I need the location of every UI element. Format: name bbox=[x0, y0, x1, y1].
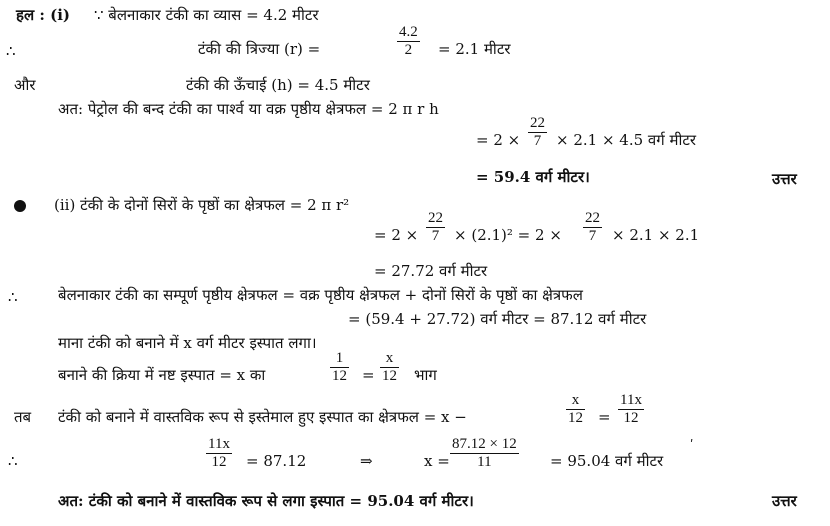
lateral-area-fraction: $\frac{22}{7}$ bbox=[530, 115, 545, 149]
used-steel-fraction-2: $\frac{11x}{12}$ bbox=[620, 392, 642, 426]
used-steel-statement: टंकी को बनाने में वास्तविक रूप से इस्तेमाल हुए इस्पात का क्षेत्रफल = x − bbox=[58, 408, 467, 426]
bullet-icon bbox=[14, 200, 26, 212]
ends-area-calc-c: × 2.1 × 2.1 bbox=[612, 226, 700, 244]
lateral-area-calc-prefix: = 2 × bbox=[476, 131, 521, 149]
waste-statement: बनाने की क्रिया में नष्ट इस्पात = x का bbox=[58, 366, 266, 384]
waste-fraction-2: $\frac{x}{12}$ bbox=[382, 350, 397, 384]
lateral-area-result: = 59.4 वर्ग मीटर। bbox=[476, 168, 590, 186]
ends-area-result: = 27.72 वर्ग मीटर bbox=[374, 262, 488, 280]
lateral-area-formula: अत: पेट्रोल की बन्द टंकी का पार्श्व या वक्र पृष्ठीय क्षेत्रफल = 2 π r h bbox=[58, 100, 439, 118]
lateral-area-calc-suffix: × 2.1 × 4.5 वर्ग मीटर bbox=[556, 131, 697, 149]
ends-area-fraction-1: $\frac{22}{7}$ bbox=[428, 210, 443, 244]
answer-label-2: उत्तर bbox=[772, 492, 797, 510]
equation-value: = 87.12 bbox=[246, 452, 307, 470]
equation-fraction-2: $\frac{87.12 \times 12}{11}$ bbox=[452, 436, 517, 470]
diameter-statement: ∵ बेलनाकार टंकी का व्यास = 4.2 मीटर bbox=[94, 6, 319, 24]
waste-fraction-1: $\frac{1}{12}$ bbox=[332, 350, 347, 384]
ends-area-fraction-2: $\frac{22}{7}$ bbox=[585, 210, 600, 244]
ends-area-calc-a: = 2 × bbox=[374, 226, 419, 244]
used-steel-fraction-1: $\frac{x}{12}$ bbox=[568, 392, 583, 426]
used-steel-equals: = bbox=[598, 408, 611, 426]
answer-label-1: उत्तर bbox=[772, 170, 797, 188]
assumption-statement: माना टंकी को बनाने में x वर्ग मीटर इस्पात लगा। bbox=[58, 334, 317, 352]
therefore-symbol: ∴ bbox=[8, 288, 18, 306]
implies-arrow: ⇒ bbox=[360, 452, 373, 470]
equation-result: = 95.04 वर्ग मीटर bbox=[550, 452, 664, 470]
therefore-symbol: ∴ bbox=[6, 42, 16, 60]
ends-area-calc-b: × (2.1)² = 2 × bbox=[454, 226, 562, 244]
waste-equals: = bbox=[362, 366, 375, 384]
ends-area-formula: (ii) टंकी के दोनों सिरों के पृष्ठों का क्षेत्रफल = 2 π r² bbox=[54, 196, 350, 214]
solution-heading: हल : (i) bbox=[16, 6, 71, 24]
height-statement: टंकी की ऊँचाई (h) = 4.5 मीटर bbox=[186, 76, 370, 94]
x-equals: x = bbox=[424, 452, 450, 470]
then-label: तब bbox=[14, 408, 32, 426]
radius-label: टंकी की त्रिज्या (r) = bbox=[198, 40, 321, 58]
and-label: और bbox=[14, 76, 36, 94]
therefore-symbol: ∴ bbox=[8, 452, 18, 470]
total-area-result: = (59.4 + 27.72) वर्ग मीटर = 87.12 वर्ग मीटर bbox=[348, 310, 647, 328]
total-area-formula: बेलनाकार टंकी का सम्पूर्ण पृष्ठीय क्षेत्रफल = वक्र पृष्ठीय क्षेत्रफल + दोनों सिरों के पृष्ठों का क्षेत्रफल bbox=[58, 286, 583, 304]
radius-result: = 2.1 मीटर bbox=[438, 40, 511, 58]
radius-fraction: $\frac{4.2}{2}$ bbox=[399, 24, 418, 58]
stray-mark-icon: ʹ bbox=[690, 438, 694, 452]
final-answer-statement: अत: टंकी को बनाने में वास्तविक रूप से लगा इस्पात = 95.04 वर्ग मीटर। bbox=[58, 492, 474, 510]
waste-suffix: भाग bbox=[414, 366, 437, 384]
equation-fraction-1: $\frac{11x}{12}$ bbox=[208, 436, 230, 470]
